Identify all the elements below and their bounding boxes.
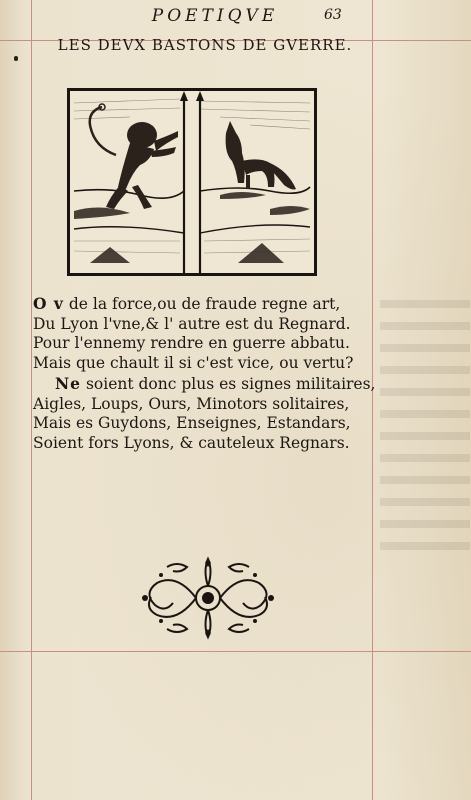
page-number: 63 [324, 7, 342, 23]
footer-rule [0, 651, 471, 652]
verse-text: soient donc plus es signes militaires, [81, 374, 376, 393]
running-head: POETIQVE [151, 6, 279, 26]
verse-text: de la force,ou de fraude regne art, [63, 295, 341, 313]
verse-line [33, 354, 373, 374]
emblem-title: LES DEVX BASTONS DE GVERRE. [57, 36, 353, 54]
show-through-text [380, 300, 470, 560]
verse-text: Aigles, Loups, Ours, Minotors solitaires, [33, 394, 350, 413]
verse-initial: Ne [55, 373, 82, 393]
verse-line [33, 373, 376, 395]
verse-line [33, 434, 373, 454]
fleuron-ornament-icon [137, 553, 279, 643]
lion-and-fox-woodcut-icon [67, 88, 317, 276]
verse-line [33, 414, 373, 434]
verse-text: Pour l'ennemy rendre en guerre abbatu. [33, 334, 350, 353]
verse-line [33, 294, 373, 315]
verse-initial: O v [33, 294, 64, 313]
verse-text: Du Lyon l'vne,& l' autre est du Regnard. [33, 314, 351, 333]
margin-rule-left [31, 0, 32, 800]
verse-line [33, 315, 373, 335]
verse-line [33, 395, 373, 415]
verse-text: Mais que chault il si c'est vice, ou vertu? [33, 354, 354, 373]
ink-mark [14, 56, 18, 61]
emblem-verse [33, 294, 376, 454]
verse-text: Soient fors Lyons, & cauteleux Regnars. [33, 433, 350, 452]
verse-line [33, 334, 373, 354]
verse-text: Mais es Guydons, Enseignes, Estandars, [33, 414, 351, 433]
